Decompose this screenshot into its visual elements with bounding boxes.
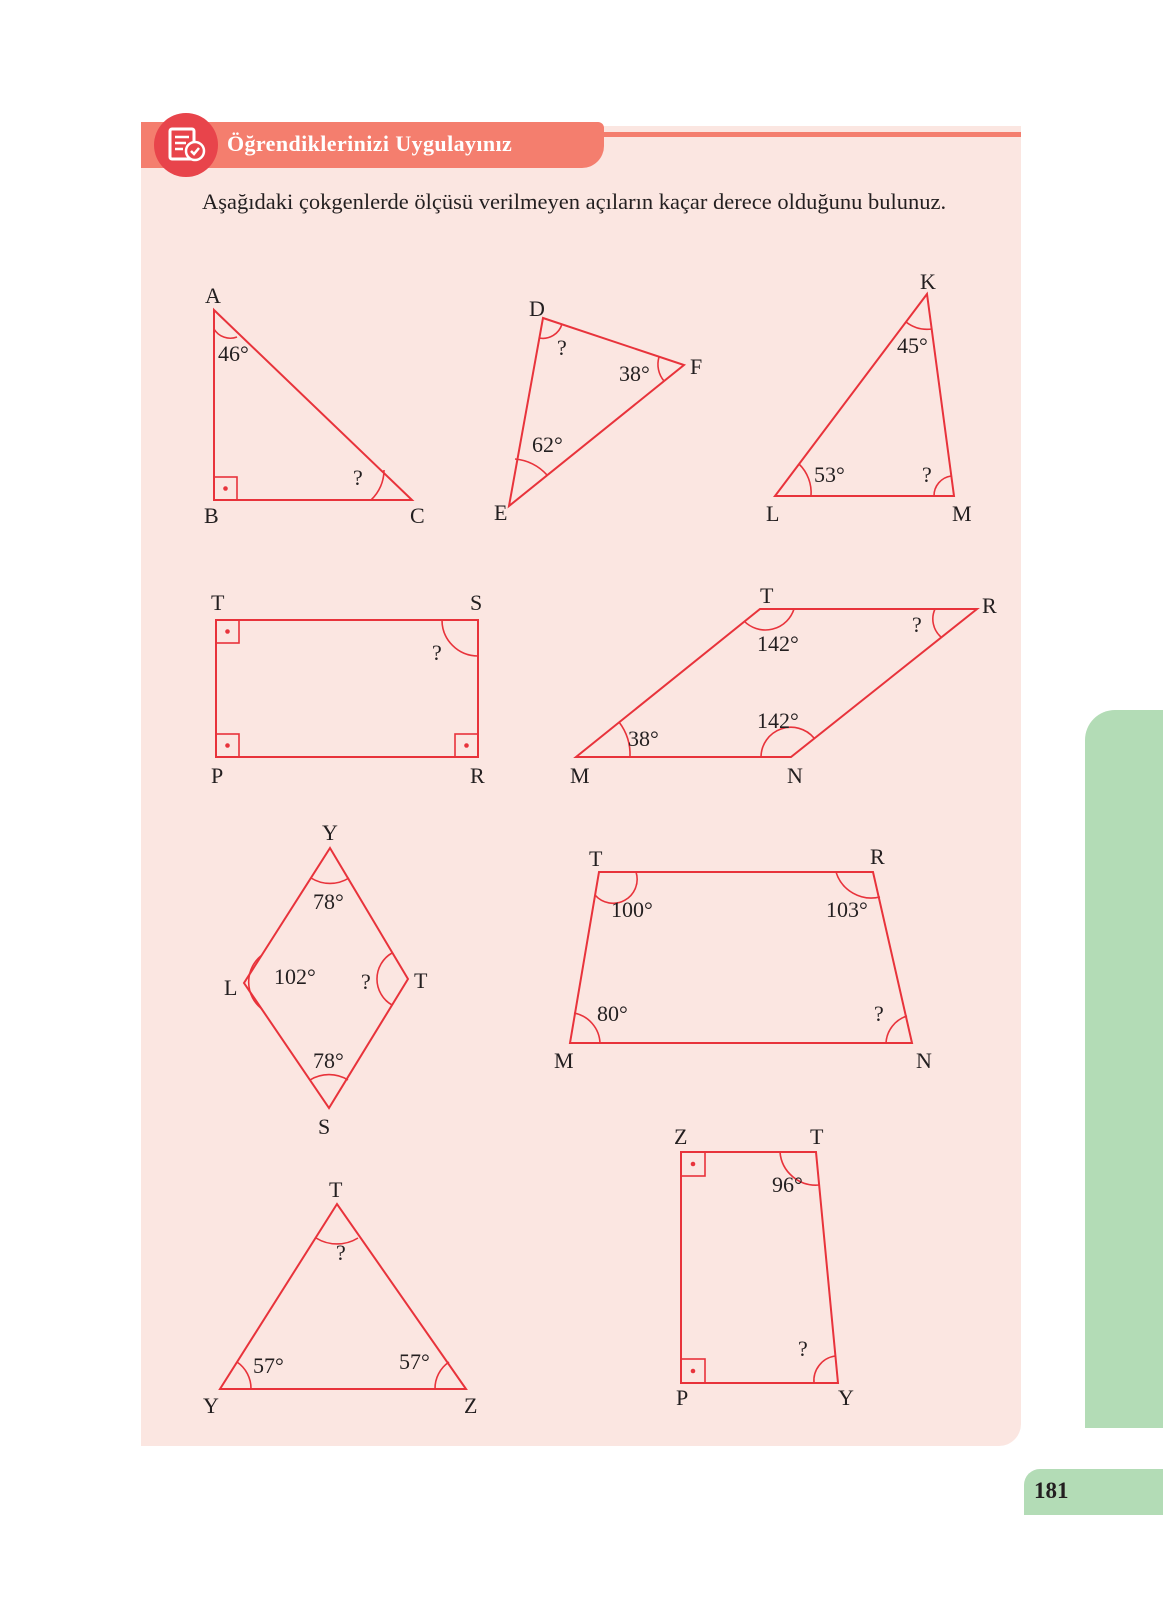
figure-triangle-def [494,296,702,525]
angle-label: 100° [611,897,653,922]
vertex-label: M [570,763,590,788]
figure-triangle-abc [204,283,425,528]
angle-label: ? [432,640,442,665]
vertex-label: C [410,503,425,528]
vertex-label: Z [674,1124,688,1149]
vertex-label: N [787,763,803,788]
angle-label: ? [557,335,567,360]
vertex-label: T [760,583,774,608]
section-title: Öğrendiklerinizi Uygulayınız [227,131,513,156]
angle-label: 38° [619,361,650,386]
vertex-label: S [318,1114,331,1139]
angle-label: ? [353,465,363,490]
angle-label: 103° [826,897,868,922]
vertex-label: R [982,593,997,618]
figure-trapezoid-trmn [554,844,932,1073]
vertex-label: T [589,846,603,871]
vertex-label: Z [464,1393,478,1418]
angle-label: 45° [897,333,928,358]
vertex-label: S [470,590,483,615]
figure-triangle-klm [766,269,972,526]
angle-label: 78° [313,1048,344,1073]
vertex-label: N [916,1048,932,1073]
vertex-label: T [810,1124,824,1149]
vertex-label: M [952,501,972,526]
vertex-label: E [494,500,508,525]
angle-label: 102° [274,964,316,989]
instruction-text: Aşağıdaki çokgenlerde ölçüsü verilmeyen açıların kaçar derece olduğunu bulunuz. [202,189,947,214]
angle-label: 80° [597,1001,628,1026]
vertex-label: T [211,590,225,615]
angle-label: ? [874,1001,884,1026]
angle-label: 57° [399,1349,430,1374]
figure-parallelogram-trmn [570,583,997,788]
angle-label: 78° [313,889,344,914]
vertex-label: M [554,1048,574,1073]
angle-label: ? [336,1240,346,1265]
vertex-label: T [414,968,428,993]
angle-label: ? [912,612,922,637]
figure-trapezoid-ztpy [674,1124,854,1410]
figure-rectangle-tspr [211,590,485,788]
page-number: 181 [1034,1478,1069,1503]
angle-label: 57° [253,1353,284,1378]
vertex-label: B [204,503,219,528]
angle-label: 142° [757,708,799,733]
angle-label: ? [361,969,371,994]
vertex-label: Y [838,1385,854,1410]
angle-label: 53° [814,462,845,487]
angle-label: ? [798,1336,808,1361]
vertex-label: D [529,296,545,321]
vertex-label: K [920,269,936,294]
angle-label: 142° [757,631,799,656]
angle-label: 96° [772,1172,803,1197]
angle-label: 62° [532,432,563,457]
vertex-label: L [224,975,238,1000]
vertex-label: A [205,283,221,308]
vertex-label: P [676,1385,689,1410]
figure-triangle-tyz [203,1177,477,1418]
chapter-tab [1085,710,1163,1428]
vertex-label: F [690,354,703,379]
angle-label: 46° [218,341,249,366]
vertex-label: T [329,1177,343,1202]
angle-label: ? [922,462,932,487]
vertex-label: Y [203,1393,219,1418]
vertex-label: Y [322,820,338,845]
angle-label: 38° [628,726,659,751]
vertex-label: R [470,763,485,788]
vertex-label: L [766,501,780,526]
figure-rhombus-ylts [224,820,428,1139]
vertex-label: R [870,844,885,869]
vertex-label: P [211,763,224,788]
